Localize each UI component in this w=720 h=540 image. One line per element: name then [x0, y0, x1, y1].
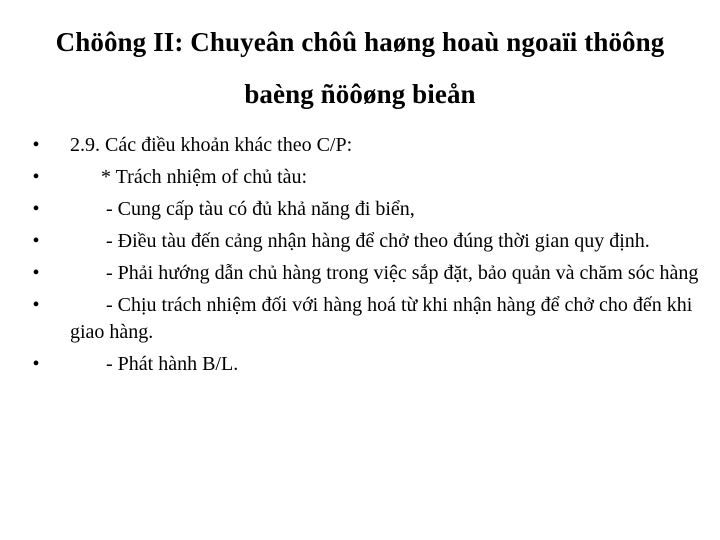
bullet-text: - Phải hướng dẫn chủ hàng trong việc sắp đặt, bảo quản và chăm sóc hàng — [106, 262, 699, 284]
bullet-item-issue-bl — [0, 351, 720, 378]
bullet-icon: • — [32, 134, 40, 156]
bullet-icon: • — [32, 353, 40, 375]
bullet-icon: • — [32, 198, 40, 220]
slide-title-line-1: Chöông II: Chuyeân chôû haøng hoaù ngoaïi thöông — [55, 27, 665, 57]
bullet-item-clause-heading — [0, 132, 720, 159]
bullet-item-seaworthy-ship — [0, 196, 720, 223]
bullet-icon: • — [32, 262, 40, 284]
slide-title — [30, 16, 690, 120]
bullet-icon: • — [32, 294, 40, 316]
bullet-text: - Điều tàu đến cảng nhận hàng để chở theo đúng thời gian quy định. — [106, 230, 650, 252]
bullet-item-cargo-responsibility — [0, 292, 720, 346]
bullet-icon: • — [32, 166, 40, 188]
bullet-text: - Chịu trách nhiệm đối với hàng hoá từ khi nhận hàng để chở cho đến khi giao hàng. — [70, 294, 693, 343]
bullet-item-ship-to-port — [0, 228, 720, 255]
bullet-list — [0, 132, 720, 383]
slide-title-line-2: baèng ñöôøng bieån — [244, 79, 476, 109]
bullet-text: - Phát hành B/L. — [106, 353, 239, 375]
bullet-text: * Trách nhiệm of chủ tàu: — [101, 166, 308, 188]
bullet-text: - Cung cấp tàu có đủ khả năng đi biển, — [106, 198, 415, 220]
bullet-text: 2.9. Các điều khoản khác theo C/P: — [70, 134, 353, 156]
bullet-item-guide-shipper — [0, 260, 720, 287]
bullet-item-shipowner-duties — [0, 164, 720, 191]
bullet-icon: • — [32, 230, 40, 252]
